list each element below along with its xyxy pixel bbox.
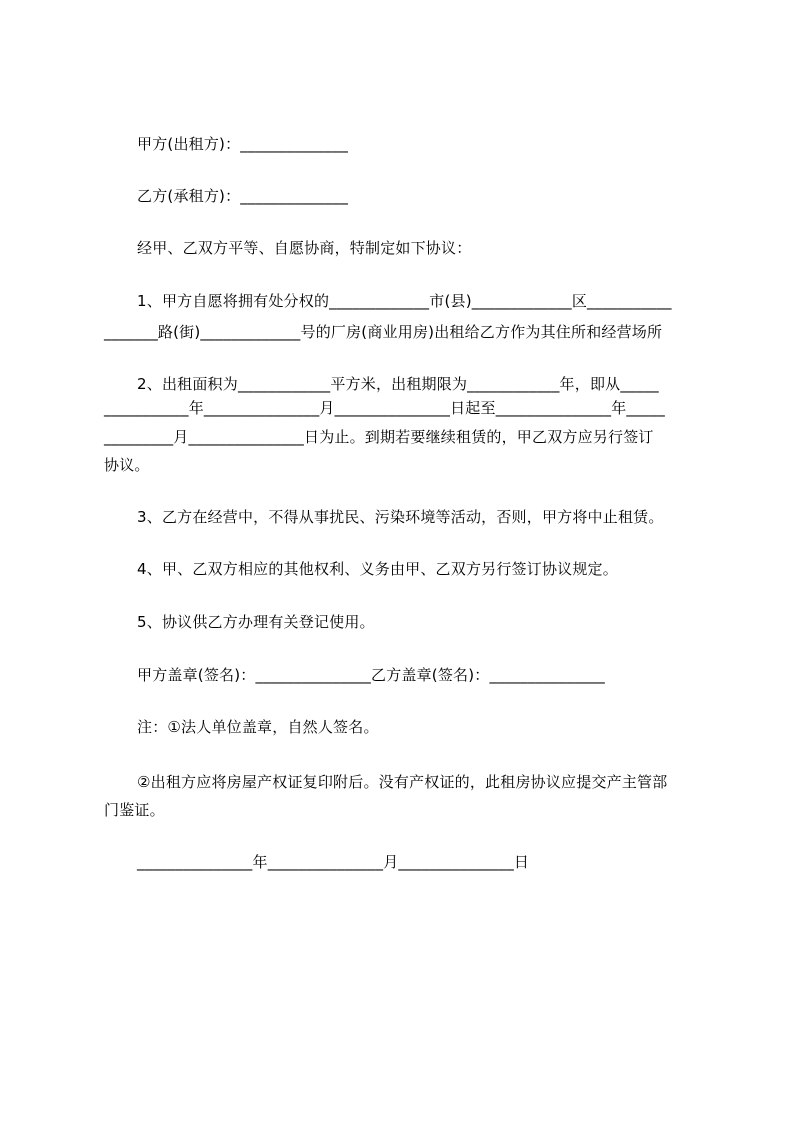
note-2-line-2: 门鉴证。 xyxy=(104,801,165,819)
clause-2-line-3: _________月_______________日为止。到期若要继续租赁的，甲乙双方应另行签订 xyxy=(104,428,654,446)
note-2-line-1: ②出租方应将房屋产权证复印附后。没有产权证的，此租房协议应提交产主管部 xyxy=(137,773,668,791)
signature-line: 甲方盖章(签名)：_______________乙方盖章(签名)：_______________ xyxy=(137,666,606,684)
clause-2-line-1: 2、出租面积为____________平方米，出租期限为____________年，即从_____ xyxy=(137,375,659,393)
intro-paragraph: 经甲、乙双方平等、自愿协商，特制定如下协议： xyxy=(137,239,472,257)
clause-1-line-2: _______路(街)_____________号的厂房(商业用房)出租给乙方作为其住所和经营场所 xyxy=(104,323,663,341)
clause-4: 4、甲、乙双方相应的其他权利、义务由甲、乙双方另行签订协议规定。 xyxy=(137,560,618,578)
party-a-line: 甲方(出租方)：______________ xyxy=(137,135,349,153)
clause-5: 5、协议供乙方办理有关登记使用。 xyxy=(137,613,375,631)
clause-1-line-1: 1、甲方自愿将拥有处分权的_____________市(县)_____________区___________ xyxy=(137,292,672,310)
date-line: _______________年_______________月_______________日 xyxy=(137,853,530,871)
note-1: 注：①法人单位盖章，自然人签名。 xyxy=(137,718,379,736)
clause-2-line-2: ___________年_______________月_______________日起至_______________年_____ xyxy=(104,399,665,417)
party-b-line: 乙方(承租方)：______________ xyxy=(137,187,349,205)
clause-2-line-4: 协议。 xyxy=(104,456,150,474)
clause-3: 3、乙方在经营中，不得从事扰民、污染环境等活动，否则，甲方将中止租赁。 xyxy=(137,508,664,526)
